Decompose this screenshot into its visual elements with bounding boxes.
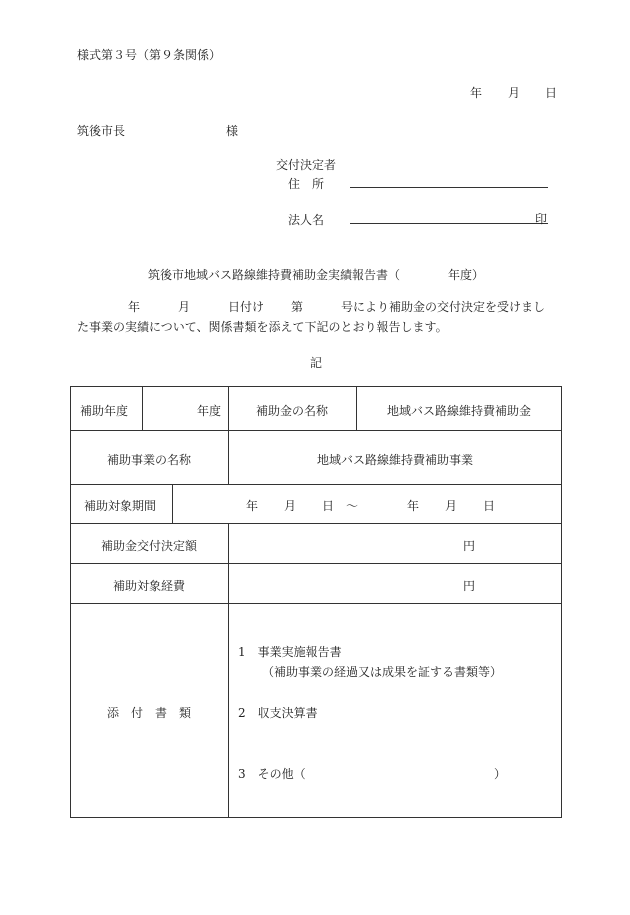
subsidy-year-unit: 年度 [197, 404, 222, 418]
subsidy-year-label: 補助年度 [80, 404, 129, 418]
attachment-item-1-note: （補助事業の経過又は成果を証する書類等） [262, 665, 503, 679]
honorific: 様 [226, 124, 239, 138]
period-start-month: 月 [284, 499, 297, 513]
col-divider [172, 484, 173, 523]
subsidy-name-label: 補助金の名称 [255, 404, 328, 418]
attachment-item-1: 1 事業実施報告書 [238, 645, 342, 659]
form-number: 様式第３号（第９条関係） [77, 48, 222, 62]
body-dai: 第 [291, 300, 304, 314]
corp-label: 法人名 [288, 213, 325, 227]
ki-mark: 記 [310, 356, 323, 370]
date-month: 月 [508, 86, 521, 100]
project-name-label: 補助事業の名称 [106, 453, 191, 467]
seal-mark: 印 [535, 212, 548, 226]
body-line2: た事業の実績について、関係書類を添えて下記のとおり報告します。 [77, 320, 448, 334]
addressee: 筑後市長 [77, 124, 126, 138]
period-start-year: 年 [246, 499, 259, 513]
attachment-item-3: 3 その他（ [238, 767, 306, 781]
grant-decision-unit: 円 [463, 539, 476, 553]
row-divider [70, 603, 562, 604]
body-year: 年 [128, 300, 141, 314]
row-divider [70, 563, 562, 564]
col-divider [228, 523, 229, 818]
attachment-item-2: 2 収支決算書 [238, 706, 318, 720]
row-divider [70, 523, 562, 524]
col-divider [228, 386, 229, 484]
address-label: 住 所 [288, 177, 325, 191]
report-title: 筑後市地域バス路線維持費補助金実績報告書（ [148, 268, 401, 282]
eligible-cost-label: 補助対象経費 [112, 579, 185, 593]
period-tilde: ～ [346, 499, 359, 513]
body-line1-rest: 号により補助金の交付決定を受けまし [341, 300, 546, 314]
period-end-day: 日 [483, 499, 496, 513]
date-day: 日 [545, 86, 558, 100]
period-end-month: 月 [445, 499, 458, 513]
project-name-value: 地域バス路線維持費補助事業 [316, 453, 473, 467]
attachments-label: 添 付 書 類 [106, 706, 191, 720]
body-day: 日付け [228, 300, 265, 314]
col-divider [142, 386, 143, 430]
applicant-heading: 交付決定者 [276, 158, 337, 172]
row-divider [70, 484, 562, 485]
period-start-day: 日 [322, 499, 335, 513]
attachment-item-3-close: ） [494, 767, 507, 781]
date-year: 年 [470, 86, 483, 100]
row-divider [70, 430, 562, 431]
eligible-cost-unit: 円 [463, 579, 476, 593]
period-label: 補助対象期間 [84, 499, 157, 513]
report-title-year: 年度） [448, 268, 485, 282]
address-underline [350, 187, 548, 188]
body-month: 月 [178, 300, 191, 314]
subsidy-name-value: 地域バス路線維持費補助金 [386, 404, 531, 418]
period-end-year: 年 [407, 499, 420, 513]
corp-underline [350, 223, 548, 224]
grant-decision-label: 補助金交付決定額 [100, 539, 197, 553]
